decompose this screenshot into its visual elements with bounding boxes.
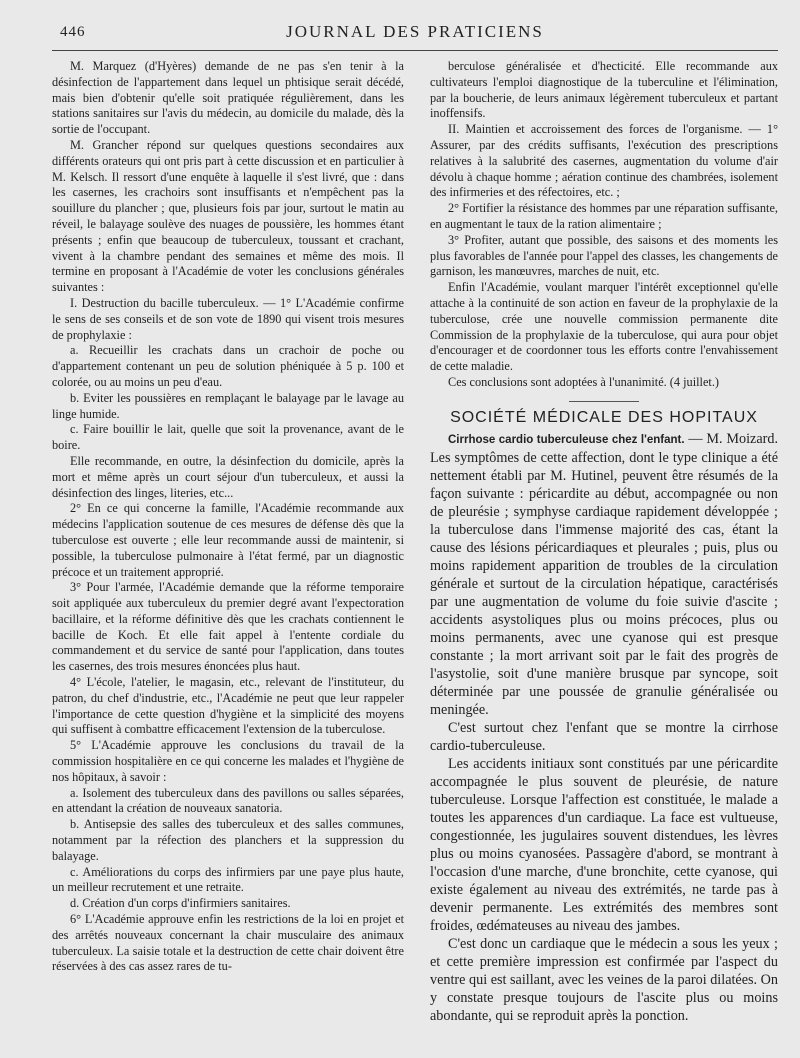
right-column — [430, 59, 778, 1025]
paragraph: Ces conclusions sont adoptées à l'unanimité. (4 juillet.) — [448, 374, 719, 389]
paragraph: d. Création d'un corps d'infirmiers sanitaires. — [70, 896, 291, 911]
paragraph: c. Faire bouillir le lait, quelle que soit la provenance, avant de le boire. — [52, 422, 404, 453]
article-paragraph — [430, 430, 778, 719]
paragraph: 6° L'Académie approuve enfin les restrictions de la loi en projet et des arrêtés nouveaux concernant la chair musculaire des animaux tuberculeux. La saisie totale et la destruction de cette chair doivent être réservées à des cas assez rares de tu- — [52, 912, 404, 974]
paragraph: Elle recommande, en outre, la désinfection du domicile, après la mort et même après un court séjour d'un tuberculeux, et aussi la désinfection des linges, literies, etc... — [52, 453, 404, 500]
section-title: SOCIÉTÉ MÉDICALE DES HOPITAUX — [450, 408, 758, 426]
paragraph: M. Marquez (d'Hyères) demande de ne pas s'en tenir à la désinfection de l'appartement dans lequel un phtisique serait décédé, mais bien d'obtenir qu'elle soit pratiquée régulièrement, dans les stations sanitaires sur l'avis du médecin, au domicile du malade, dès la sortie de l'occupant. — [52, 59, 404, 137]
paragraph: b. Antisepsie des salles des tuberculeux et des salles communes, notamment par la réfection des planchers et la suppression du balayage. — [52, 817, 404, 863]
paragraph: a. Recueillir les crachats dans un crachoir de poche ou d'appartement contenant un peu de solution phéniquée à 5 p. 100 et colorée, ou au moins un peu d'eau. — [52, 343, 404, 389]
paragraph: M. Grancher répond sur quelques questions secondaires aux différents orateurs qui ont pris part à cette discussion et en particulier à M. Kelsch. Il ressort d'une enquête à laquelle il s'est livré, que : dans les casernes, les crachoirs sont insuffisants et n'empêchent pas la souillure du plancher ; que, plusieurs fois par jour, surtout le matin au réveil, le balayage soulève des nuages de poussière, les hommes étant présents ; enfin que beaucoup de tuberculeux, toussant et crachant, vivent à la chambre pendant des semaines et même des mois. Il termine en proposant à l'Académie de voter les conclusions générales suivantes : — [52, 137, 404, 295]
paragraph: 2° Fortifier la résistance des hommes par une réparation suffisante, en augmentant le taux de la ration alimentaire ; — [430, 201, 778, 231]
article-paragraph: Les accidents initiaux sont constitués par une péricardite accompagnée le plus souvent de pleurésie, de nature tuberculeuse. Lorsque l'affection est constituée, le malade a toutes les apparences d'un cardiaque. La face est vultueuse, congestionnée, les jugulaires souvent distendues, les lèvres plus ou moins cyanosées. Passagère d'abord, se montrant à l'occasion d'une marche, d'une bronchite, cette cyanose, qui existe également au niveau des extrémités, ne tarde pas à devenir permanente. Les extrémités des membres sont froides, œdémateuses au niveau des jambes. — [430, 755, 778, 934]
paragraph: 4° L'école, l'atelier, le magasin, etc., relevant de l'instituteur, du patron, du chef d'industrie, etc., l'Académie ne peut que leur rappeler l'importance de cette question d'hygiène et la simplicité des moyens qui suffisent à combattre efficacement l'extension de la tuberculose. — [52, 675, 404, 737]
page-header — [52, 20, 778, 51]
paragraph: b. Eviter les poussières en remplaçant le balayage par le lavage au linge humide. — [52, 390, 404, 421]
article-paragraph: C'est surtout chez l'enfant que se montre la cirrhose cardio-tuberculeuse. — [430, 719, 778, 754]
paragraph: 2° En ce qui concerne la famille, l'Académie recommande aux médecins l'application soutenue de ces mesures de défense dès que la tuberculose est ouverte ; elle leur recommande aussi de maintenir, si possible, la tuberculose pulmonaire à l'état fermé, par un diagnostic précoce et un traitement approprié. — [52, 501, 404, 579]
paragraph: a. Isolement des tuberculeux dans des pavillons ou salles séparées, en attendant la création de nouveaux sanatoria. — [52, 785, 404, 816]
journal-title: JOURNAL DES PRATICIENS — [286, 22, 544, 41]
paragraph: II. Maintien et accroissement des forces de l'organisme. — 1° Assurer, par des crédits suffisants, l'exécution des prescriptions relatives à la salubrité des casernes, augmentation du volume d'air dévolu à chaque homme ; aération continue des chambrées, isolement des infirmeries et des réfectoires, etc. ; — [430, 122, 778, 200]
left-column — [52, 59, 404, 1025]
article-body — [430, 430, 778, 1025]
paragraph: 5° L'Académie approuve les conclusions du travail de la commission hospitalière en ce qui concerne les malades et l'hygiène de nos hôpitaux, à savoir : — [52, 738, 404, 784]
paragraph: berculose généralisée et d'hecticité. Elle recommande aux cultivateurs l'emploi diagnostique de la tuberculine et l'élimination, par la boucherie, de leurs animaux légèrement tuberculeux et partant inoffensifs. — [430, 59, 778, 121]
article-text: — M. Moizard. Les symptômes de cette affection, dont le type clinique a été nettement établi par M. Hutinel, peuvent être résumés de la façon suivante : péricardite au début, accompagnée ou non de pleurésie ; symphyse cardiaque rapidement développée ; la tuberculose dans l'immense majorité des cas, étant la cause des lésions péricardiaques et pleurales ; puis, plus ou moins rapidement apparition de troubles de la circulation générale et surtout de la circulation hépatique, caractérisés par une augmentation de volume du foie suivie d'ascite ; accidents asystoliques plus ou moins précoces, plus ou moins permanents, avec une cyanose qui est presque constante ; la mort arrivant soit par le fait des progrès de l'asystolie, soit d'une manière brusque par syncope, soit déterminée par une poussée de granulie généralisée ou meningée. — [430, 430, 778, 718]
article-paragraph: C'est donc un cardiaque que le médecin a sous les yeux ; et cette première impression est confirmée par l'aspect du ventre qui est saillant, avec les veines de la paroi dilatées. On y constate presque toujours de l'ascite plus ou moins abondante, qui se reproduit après la ponction. — [430, 935, 778, 1024]
paragraph: 3° Pour l'armée, l'Académie demande que la réforme temporaire soit appliquée aux tuberculeux du premier degré avant l'expectoration bacillaire, et la réforme définitive dès que les crachats contiennent le bacille de Koch. Et elle fait appel à l'entente cordiale du commandement et du service de santé pour l'application, dans toutes les casernes, des trois mesures énoncées plus haut. — [52, 580, 404, 674]
page-number: 446 — [60, 24, 86, 40]
paragraph: 3° Profiter, autant que possible, des saisons et des moments les plus favorables de l'année pour l'appel des classes, les changements de garnison, les manœuvres, marches de nuit, etc. — [430, 232, 778, 279]
paragraph: c. Améliorations du corps des infirmiers par une paye plus haute, un meilleur recrutement et une retraite. — [52, 864, 404, 895]
section-divider — [569, 401, 639, 402]
paragraph: I. Destruction du bacille tuberculeux. — 1° L'Académie confirme le sens de ses conseils et de son vote de 1890 qui visent trois mesures de prophylaxie : — [52, 295, 404, 342]
article-lead: Cirrhose cardio tuberculeuse chez l'enfant. — [448, 433, 685, 446]
paragraph: Enfin l'Académie, voulant marquer l'intérêt exceptionnel qu'elle attache à la continuité de son action en faveur de la prophylaxie de la tuberculose, crée une nouvelle commission permanente dite Commission de la prophylaxie de la tuberculose, qui aura pour objet d'encourager et de coordonner tous les efforts contre l'envahissement de cette maladie. — [430, 280, 778, 374]
